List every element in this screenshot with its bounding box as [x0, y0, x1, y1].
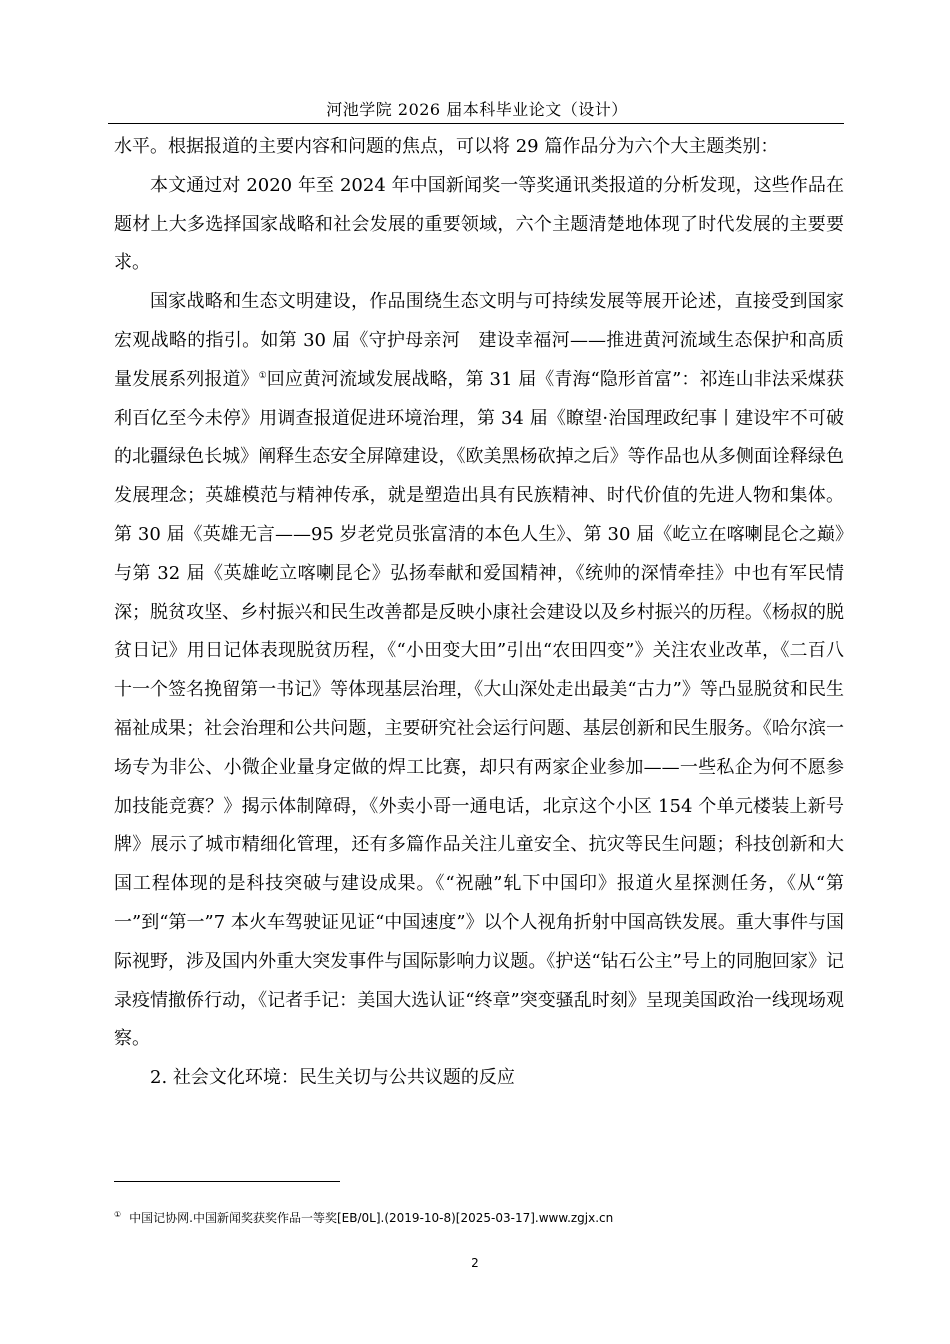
footnote-text: 中国记协网.中国新闻奖获奖作品一等奖[EB/0L].(2019-10-8)[2025-03-17].www.zgjx.cn — [129, 1211, 614, 1225]
page-header: 河池学院 2026 届本科毕业论文（设计） — [326, 100, 628, 119]
paragraph-2: 本文通过对 2020 年至 2024 年中国新闻奖一等奖通讯类报道的分析发现，这些作品在题材上大多选择国家战略和社会发展的重要领域，六个主题清楚地体现了时代发展的主要要求。 — [114, 174, 844, 274]
paragraph-1: 水平。根据报道的主要内容和问题的焦点，可以将 29 篇作品分为六个大主题类别： — [114, 136, 779, 157]
paragraph-3 — [114, 283, 844, 1059]
footnote-mark: ① — [114, 1210, 122, 1219]
section-heading: 2. 社会文化环境：民生关切与公共议题的反应 — [150, 1067, 515, 1089]
paragraph-3-part-a: 国家战略和生态文明建设，作品围绕生态文明与可持续发展等展开论述，直接受到国家宏观战略的指引。如第 30 届《守护母亲河 建设幸福河——推进黄河流域生态保护和高质量发展系列报道》 — [114, 291, 844, 390]
header-rule — [108, 123, 844, 124]
footnote-separator — [114, 1181, 340, 1182]
footnote — [114, 1206, 844, 1227]
page-number: 2 — [471, 1256, 479, 1270]
footnote-reference[interactable]: ① — [258, 370, 267, 381]
body-text — [114, 128, 844, 1098]
paragraph-3-part-b: 回应黄河流域发展战略，第 31 届《青海“隐形首富”：祁连山非法采煤获利百亿至今未停》用调查报道促进环境治理，第 34 届《瞭望·治国理政纪事丨建设牢不可破的北疆绿色长城》阐释生态安全屏障建设，《欧美黑杨砍掉之后》等作品也从多侧面诠释绿色发展理念；英雄模范与精神传承，就是塑造出具有民族精神、时代价值的先进人物和集体。第 30 届《英雄无言——95 岁老党员张富清的本色人生》、第 30 届《屹立在喀喇昆仑之巅》与第 32 届《英雄屹立喀喇昆仑》弘扬奉献和爱国精神，《统帅的深情牵挂》中也有军民情深；脱贫攻坚、乡村振兴和民生改善都是反映小康社会建设以及乡村振兴的历程。《杨叔的脱贫日记》用日记体表现脱贫历程，《“小田变大田”引出“农田四变”》关注农业改革，《二百八十一个签名挽留第一书记》等体现基层治理，《大山深处走出最美“古力”》等凸显脱贫和民生福祉成果；社会治理和公共问题，主要研究社会运行问题、基层创新和民生服务。《哈尔滨一场专为非公、小微企业量身定做的焊工比赛，却只有两家企业参加——一些私企为何不愿参加技能竞赛？》揭示体制障碍，《外卖小哥一通电话，北京这个小区 154 个单元楼装上新号牌》展示了城市精细化管理，还有多篇作品关注儿童安全、抗灾等民生问题；科技创新和大国工程体现的是科技突破与建设成果。《“祝融”轧下中国印》报道火星探测任务，《从“第一”到“第一”7 本火车驾驶证见证“中国速度”》以个人视角折射中国高铁发展。重大事件与国际视野，涉及国内外重大突发事件与国际影响力议题。《护送“钻石公主”号上的同胞回家》记录疫情撤侨行动，《记者手记：美国大选认证“终章”突变骚乱时刻》呈现美国政治一线现场观察。 — [114, 368, 845, 1050]
